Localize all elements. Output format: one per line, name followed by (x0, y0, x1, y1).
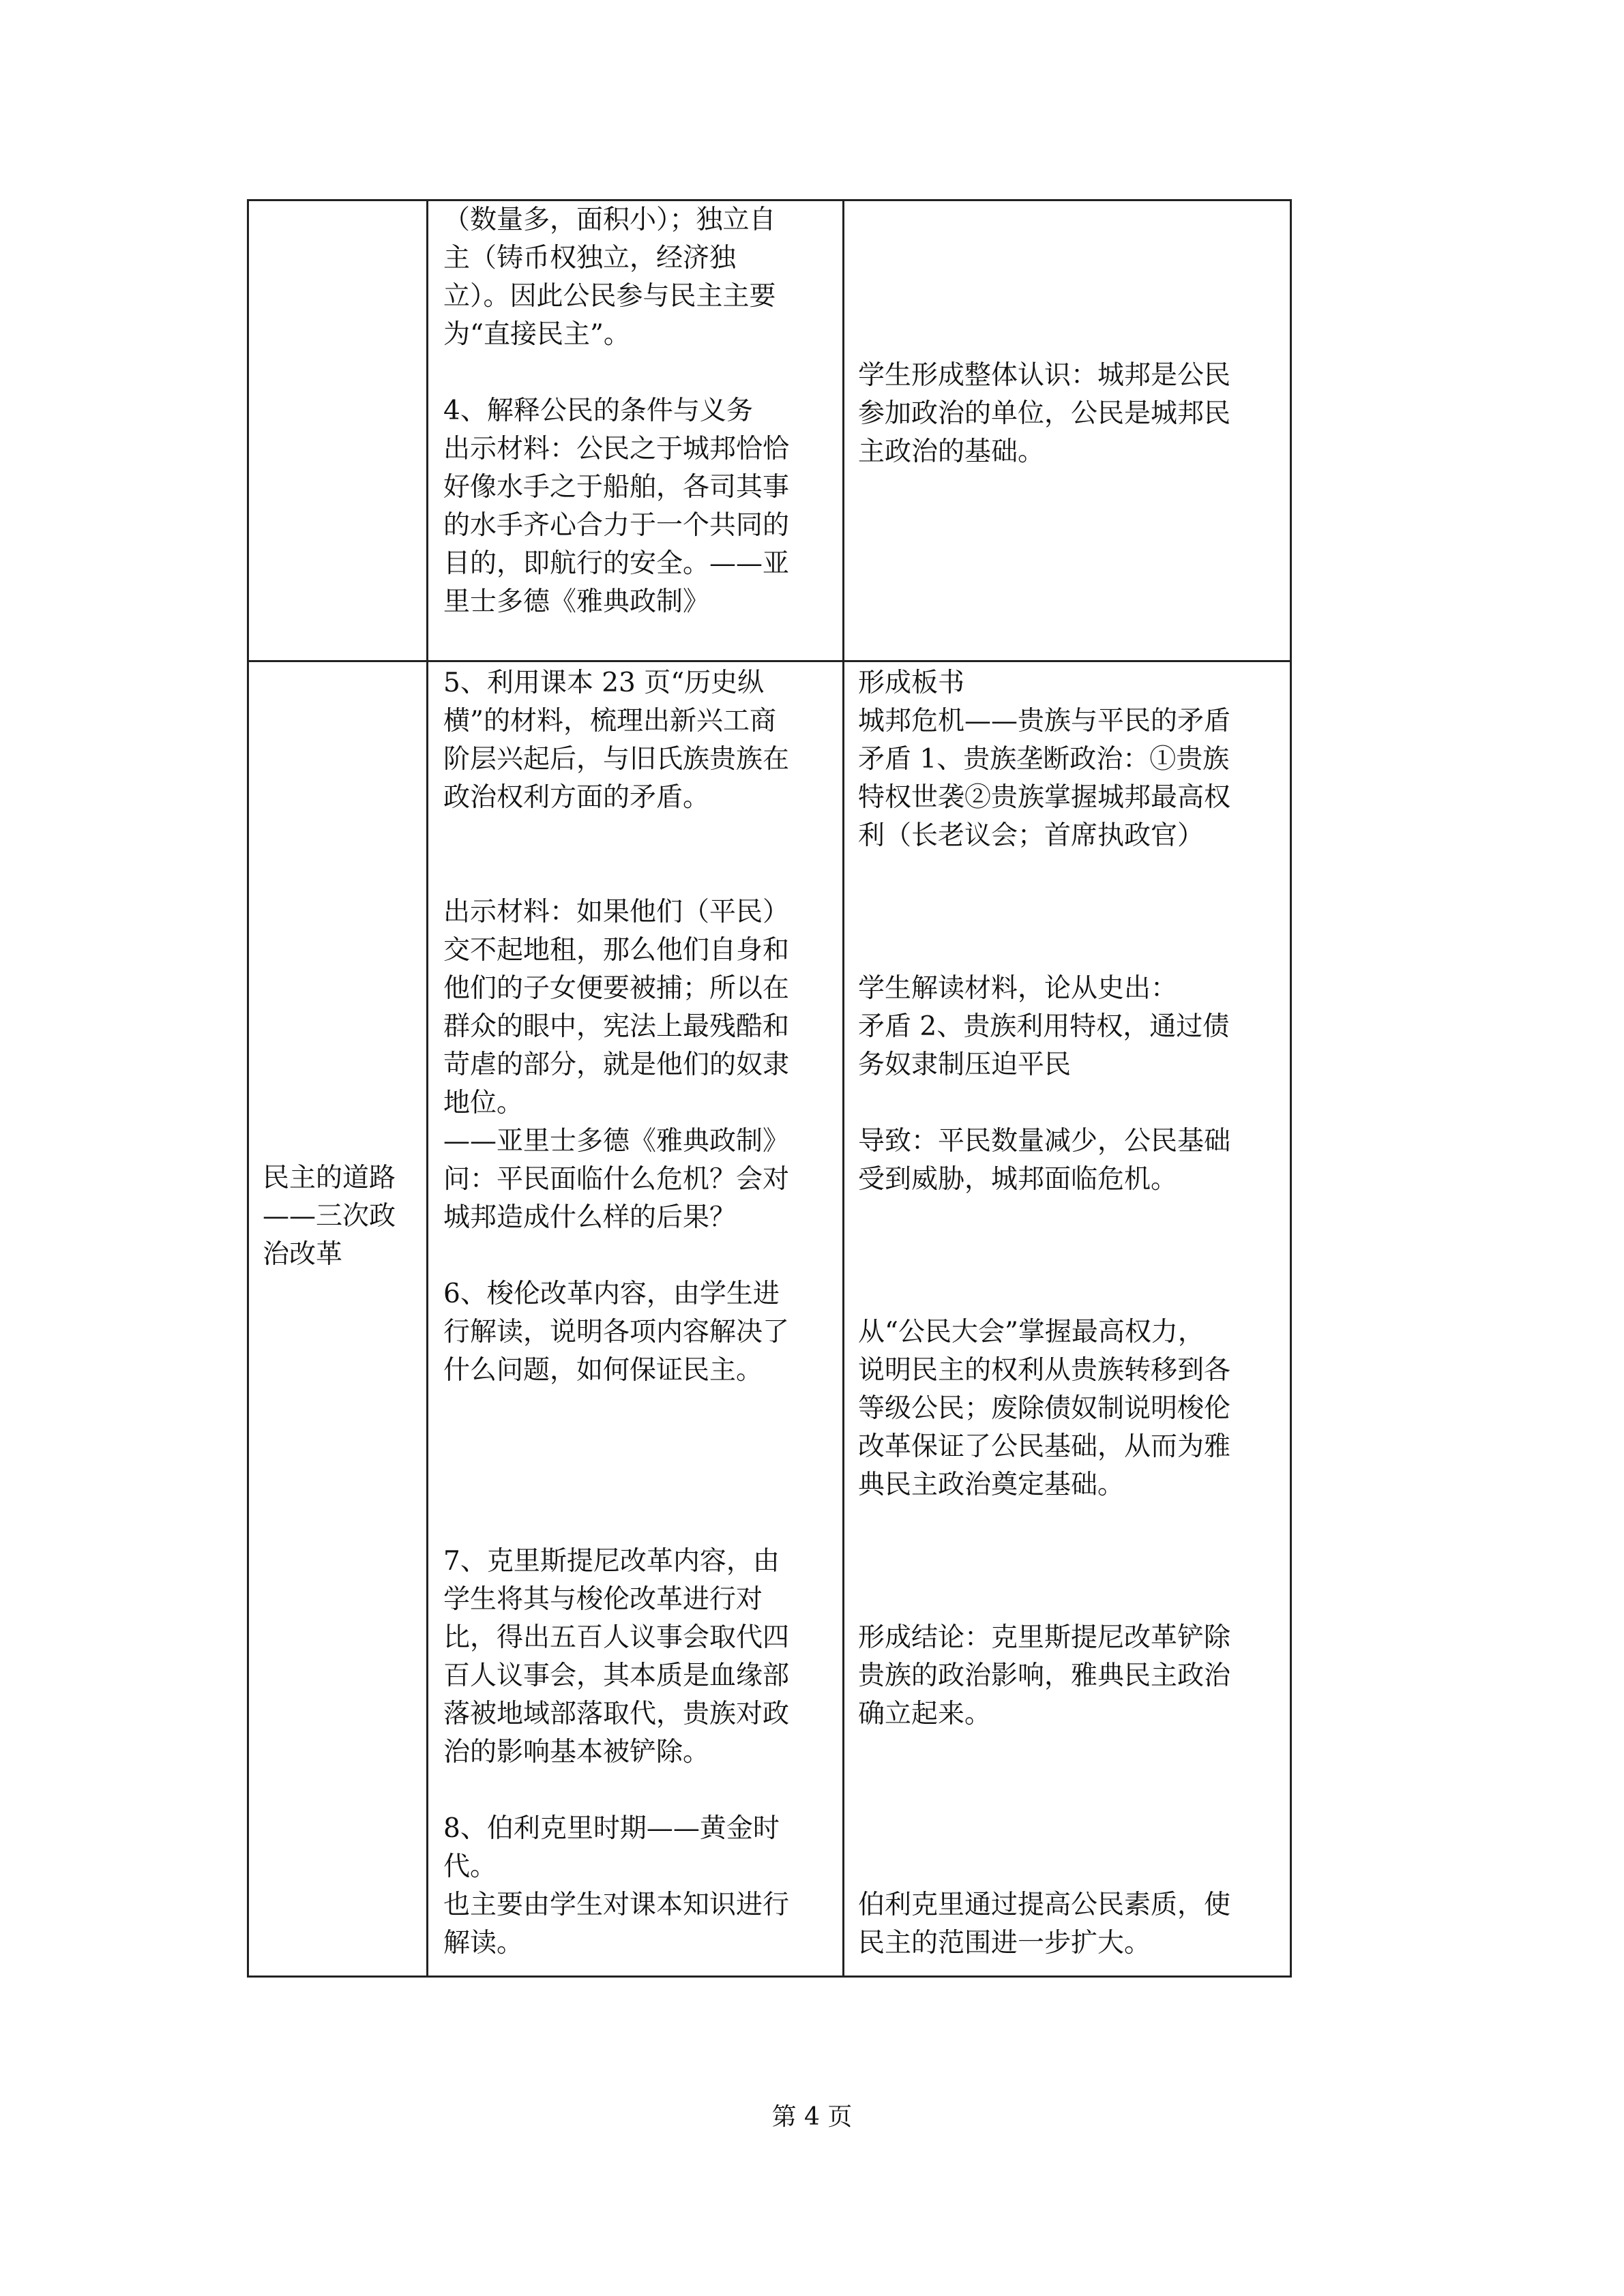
row1-teacher-activity-cell: （数量多，面积小）；独立自 主（铸币权独立，经济独 立）。因此公民参与民主主要 为“直接民主”。 4、解释公民的条件与义务 出示材料：公民之于城邦恰恰 好像水手之于船舶，各司其事 的水手齐心合力于一个共同的 目的，即航行的安全。——亚 里士多德《雅典政制》 (443, 205, 790, 617)
row2-teacher-activity-cell: 5、利用课本 23 页“历史纵 横”的材料，梳理出新兴工商 阶层兴起后，与旧氏族贵族在 政治权利方面的矛盾。 出示材料：如果他们（平民） 交不起地租，那么他们自身和 他们的子女便要被捕；所以在 群众的眼中，宪法上最残酷和 苛虐的部分，就是他们的奴隶 地位。 ——亚里士多德《雅典政制》 问：平民面临什么危机？会对 城邦造成什么样的后果？ 6、梭伦改革内容，由学生进 行解读，说明各项内容解决了 什么问题，如何保证民主。 7、克里斯提尼改革内容，由 学生将其与梭伦改革进行对 比，得出五百人议事会取代四 百人议事会，其本质是血缘部 落被地域部落取代，贵族对政 治的影响基本被铲除。 8、伯利克里时期——黄金时 代。 也主要由学生对课本知识进行 解读。 (443, 668, 790, 1958)
row1-student-activity-cell: 学生形成整体认识：城邦是公民 参加政治的单位，公民是城邦民 主政治的基础。 (858, 360, 1231, 467)
column-divider-2 (842, 201, 844, 1976)
column-divider-1 (426, 201, 428, 1976)
row-divider (249, 660, 1290, 662)
row2-stage-cell: 民主的道路 ——三次政 治改革 (263, 1163, 396, 1270)
row2-student-activity-cell: 形成板书 城邦危机——贵族与平民的矛盾 矛盾 1、贵族垄断政治：①贵族 特权世袭②贵族掌握城邦最高权 利（长老议会；首席执政官） 学生解读材料，论从史出： 矛盾 2、贵族利用特权，通过债 务奴隶制压迫平民 导致：平民数量减少，公民基础 受到威胁，城邦面临危机。 从“公民大会”掌握最高权力， 说明民主的权利从贵族转移到各 等级公民；废除债奴制说明梭伦 改革保证了公民基础，从而为雅 典民主政治奠定基础。 形成结论：克里斯提尼改革铲除 贵族的政治影响，雅典民主政治 确立起来。 伯利克里通过提高公民素质，使 民主的范围进一步扩大。 (858, 668, 1231, 1958)
lesson-plan-table (247, 199, 1292, 1978)
page-number: 第 4 页 (771, 2103, 853, 2131)
